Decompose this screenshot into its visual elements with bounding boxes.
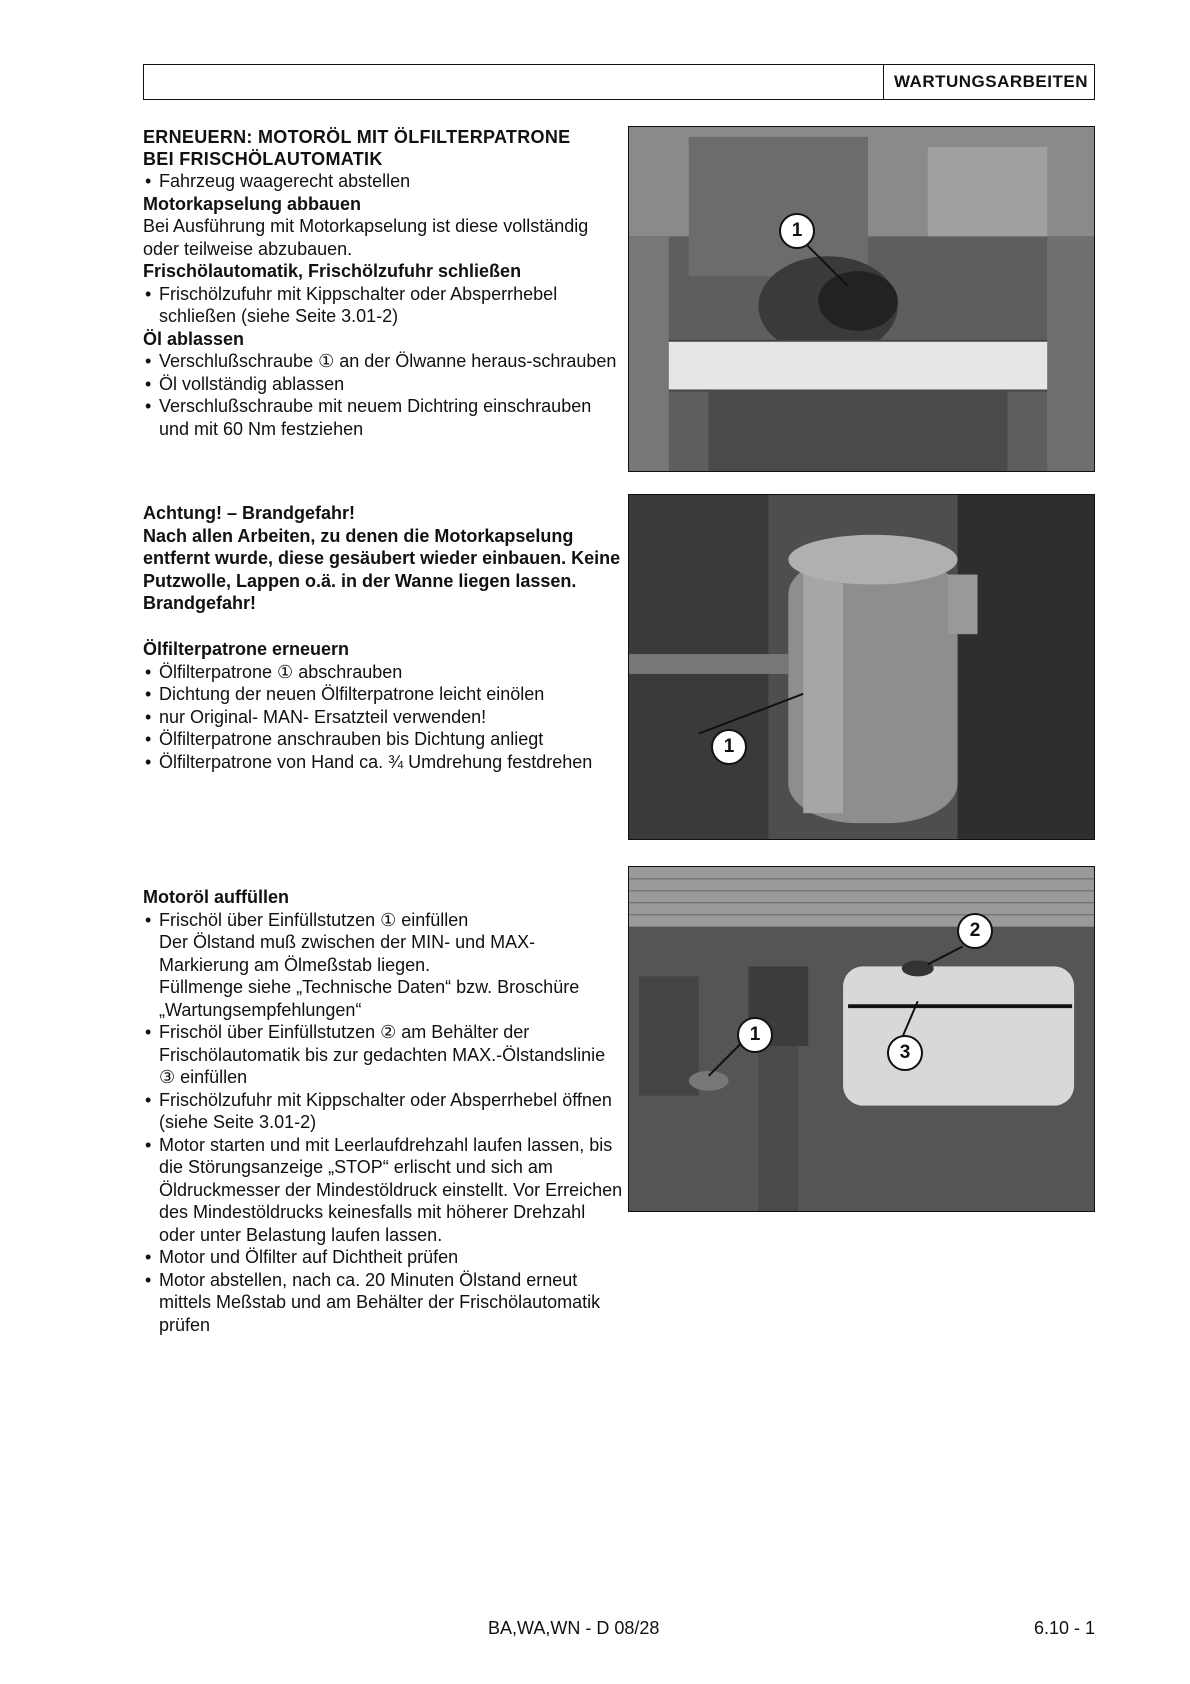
bullet-list <box>143 909 623 1337</box>
callout-2: 2 <box>957 913 993 949</box>
list-item <box>143 909 623 1022</box>
paragraph-engine-cover: Bei Ausführung mit Motorkapselung ist diese vollständig oder teilweise abzubauen. <box>143 216 589 259</box>
list-item: • Ölfilterpatrone ① abschrauben <box>143 661 623 684</box>
fire-warning <box>143 502 623 615</box>
header-title: WARTUNGSARBEITEN <box>883 65 1094 99</box>
list-item-text: Frischöl über Einfüllstutzen ① einfüllen <box>159 909 469 930</box>
list-item: • Frischöl über Einfüllstutzen ② am Behälter der Frischölautomatik bis zur gedachten MAX.-Ölstandslinie ③ einfüllen <box>143 1021 623 1089</box>
photo-oil-filter <box>628 494 1095 840</box>
photo-oil-filling <box>628 866 1095 1212</box>
callout-1: 1 <box>711 729 747 765</box>
subheading-engine-cover: Motorkapselung abbauen <box>143 193 362 214</box>
section-title-line2: BEI FRISCHÖLAUTOMATIK <box>143 149 383 169</box>
header-box <box>143 64 1095 100</box>
footer-page-number: 6.10 - 1 <box>1033 1618 1095 1638</box>
subheading-fresh-oil-close: Frischölautomatik, Frischölzufuhr schließen <box>143 261 522 281</box>
list-item: • Verschlußschraube ① an der Ölwanne heraus-schrauben <box>143 350 623 373</box>
section-title-line1: ERNEUERN: MOTORÖL MIT ÖLFILTERPATRONE <box>143 127 571 147</box>
list-item: • Fahrzeug waagerecht abstellen <box>143 170 623 193</box>
bullet-list <box>143 283 623 328</box>
list-item: • Dichtung der neuen Ölfilterpatrone leicht einölen <box>143 683 623 706</box>
list-item: • Öl vollständig ablassen <box>143 373 623 396</box>
callout-1: 1 <box>779 213 815 249</box>
photo-oil-filter-image <box>629 495 1094 839</box>
list-item-text: Füllmenge siehe „Technische Daten“ bzw. Broschüre „Wartungsempfehlungen“ <box>159 977 580 1020</box>
photo-oil-filling-image <box>629 867 1094 1211</box>
section-fill-oil <box>143 886 623 1336</box>
list-item: • Motor starten und mit Leerlaufdrehzahl laufen lassen, bis die Störungsanzeige „STOP“ erlischt und sich am Öldruckmesser der Mindestöldruck einstellt. Vor Erreichen des Mindestöldrucks keinesfalls mit höherer Drehzahl oder unter Belastung laufen lassen. <box>143 1134 623 1247</box>
section-drain-oil <box>143 126 623 440</box>
subheading-fill-oil: Motoröl auffüllen <box>143 887 289 907</box>
bullet-list <box>143 661 623 774</box>
callout-1: 1 <box>737 1017 773 1053</box>
list-item: • Frischölzufuhr mit Kippschalter oder Absperrhebel öffnen (siehe Seite 3.01-2) <box>143 1089 623 1134</box>
list-item: • Motor und Ölfilter auf Dichtheit prüfen <box>143 1246 623 1269</box>
warning-text: Nach allen Arbeiten, zu denen die Motorkapselung entfernt wurde, diese gesäubert wieder einbauen. Keine Putzwolle, Lappen o.ä. in der Wanne liegen lassen. Brandgefahr! <box>143 525 621 613</box>
photo-oil-pan-image <box>629 127 1094 471</box>
warning-heading: Achtung! – Brandgefahr! <box>143 503 356 523</box>
subheading-oil-filter: Ölfilterpatrone erneuern <box>143 639 350 659</box>
list-item: • Verschlußschraube mit neuem Dichtring einschrauben und mit 60 Nm festziehen <box>143 395 623 440</box>
list-item-text: Der Ölstand muß zwischen der MIN- und MAX-Markierung am Ölmeßstab liegen. <box>159 932 536 975</box>
subheading-drain-oil: Öl ablassen <box>143 328 245 349</box>
list-item: • Motor abstellen, nach ca. 20 Minuten Ölstand erneut mittels Meßstab und am Behälter der Frischölautomatik prüfen <box>143 1269 623 1337</box>
bullet-list <box>143 350 623 440</box>
bullet-list <box>143 170 623 193</box>
list-item: • Ölfilterpatrone anschrauben bis Dichtung anliegt <box>143 728 623 751</box>
list-item: • Frischölzufuhr mit Kippschalter oder Absperrhebel schließen (siehe Seite 3.01-2) <box>143 283 623 328</box>
list-item: • nur Original- MAN- Ersatzteil verwenden! <box>143 706 623 729</box>
footer-document-code: BA,WA,WN - D 08/28 <box>488 1618 660 1638</box>
callout-3: 3 <box>887 1035 923 1071</box>
list-item: • Ölfilterpatrone von Hand ca. ¾ Umdrehung festdrehen <box>143 751 623 774</box>
photo-oil-pan <box>628 126 1095 472</box>
section-oil-filter <box>143 638 623 773</box>
